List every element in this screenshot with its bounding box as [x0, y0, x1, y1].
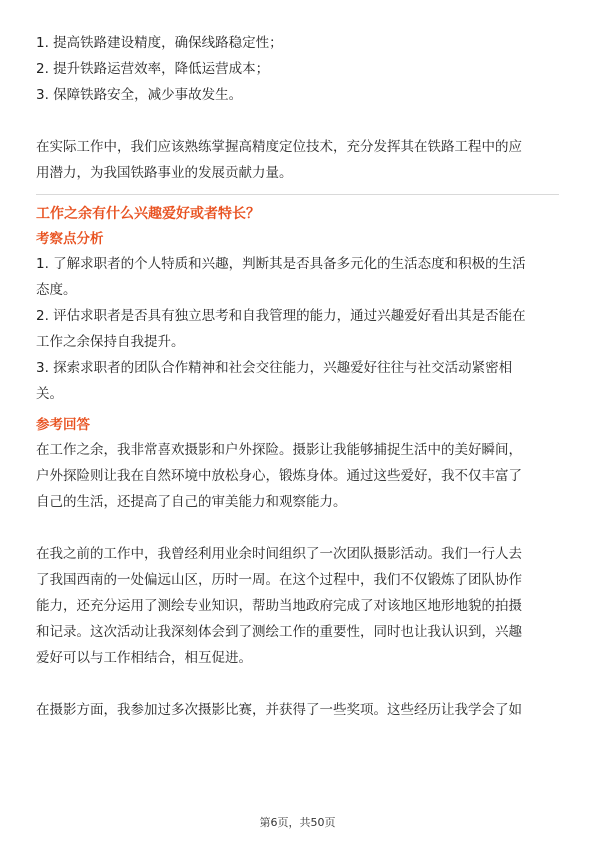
paragraph-line: 户外探险则让我在自然环境中放松身心，锻炼身体。通过这些爱好，我不仅丰富了: [36, 468, 522, 484]
analysis-line: 1. 了解求职者的个人特质和兴趣，判断其是否具备多元化的生活态度和积极的生活: [36, 256, 526, 272]
paragraph-line: 在实际工作中，我们应该熟练掌握高精度定位技术，充分发挥其在铁路工程中的应: [36, 139, 522, 155]
answer-heading: 参考回答: [36, 417, 90, 433]
intro-list: [36, 30, 559, 108]
paragraph-line: 在工作之余，我非常喜欢摄影和户外探险。摄影让我能够捕捉生活中的美好瞬间，: [36, 442, 522, 458]
list-item: 1. 提高铁路建设精度，确保线路稳定性；: [36, 35, 283, 51]
analysis-line: 态度。: [36, 282, 77, 298]
analysis-line: 3. 探索求职者的团队合作精神和社会交往能力，兴趣爱好往往与社交活动紧密相: [36, 360, 513, 376]
paragraph-line: 爱好可以与工作相结合，相互促进。: [36, 650, 252, 666]
paragraph-line: 在我之前的工作中，我曾经利用业余时间组织了一次团队摄影活动。我们一行人去: [36, 546, 522, 562]
paragraph-line: 在摄影方面，我参加过多次摄影比赛，并获得了一些奖项。这些经历让我学会了如: [36, 702, 522, 718]
analysis-line: 工作之余保持自我提升。: [36, 334, 185, 350]
answer-paragraph-3: [36, 697, 559, 723]
document-page: [36, 30, 559, 723]
list-item: 2. 提升铁路运营效率，降低运营成本；: [36, 61, 270, 77]
interview-question: 工作之余有什么兴趣爱好或者特长？: [36, 206, 260, 222]
paragraph-line: 能力，还充分运用了测绘专业知识，帮助当地政府完成了对该地区地形地貌的拍摄: [36, 598, 522, 614]
analysis-list: [36, 251, 559, 407]
spacer: [36, 515, 559, 541]
paragraph-line: 用潜力，为我国铁路事业的发展贡献力量。: [36, 165, 293, 181]
paragraph-line: 和记录。这次活动让我深刻体会到了测绘工作的重要性，同时也让我认识到，兴趣: [36, 624, 522, 640]
spacer: [36, 108, 559, 134]
spacer: [36, 671, 559, 697]
analysis-heading: 考察点分析: [36, 231, 104, 247]
paragraph-line: 了我国西南的一处偏远山区，历时一周。在这个过程中，我们不仅锻炼了团队协作: [36, 572, 522, 588]
conclusion-paragraph: [36, 134, 559, 186]
analysis-line: 2. 评估求职者是否具有独立思考和自我管理的能力，通过兴趣爱好看出其是否能在: [36, 308, 526, 324]
answer-paragraph-1: [36, 437, 559, 515]
analysis-line: 关。: [36, 386, 63, 402]
page-number: 第6页，共50页: [259, 816, 336, 829]
paragraph-line: 自己的生活，还提高了自己的审美能力和观察能力。: [36, 494, 347, 510]
page-footer: [0, 814, 595, 830]
section-divider: [36, 194, 559, 195]
list-item: 3. 保障铁路安全，减少事故发生。: [36, 87, 243, 103]
answer-paragraph-2: [36, 541, 559, 671]
